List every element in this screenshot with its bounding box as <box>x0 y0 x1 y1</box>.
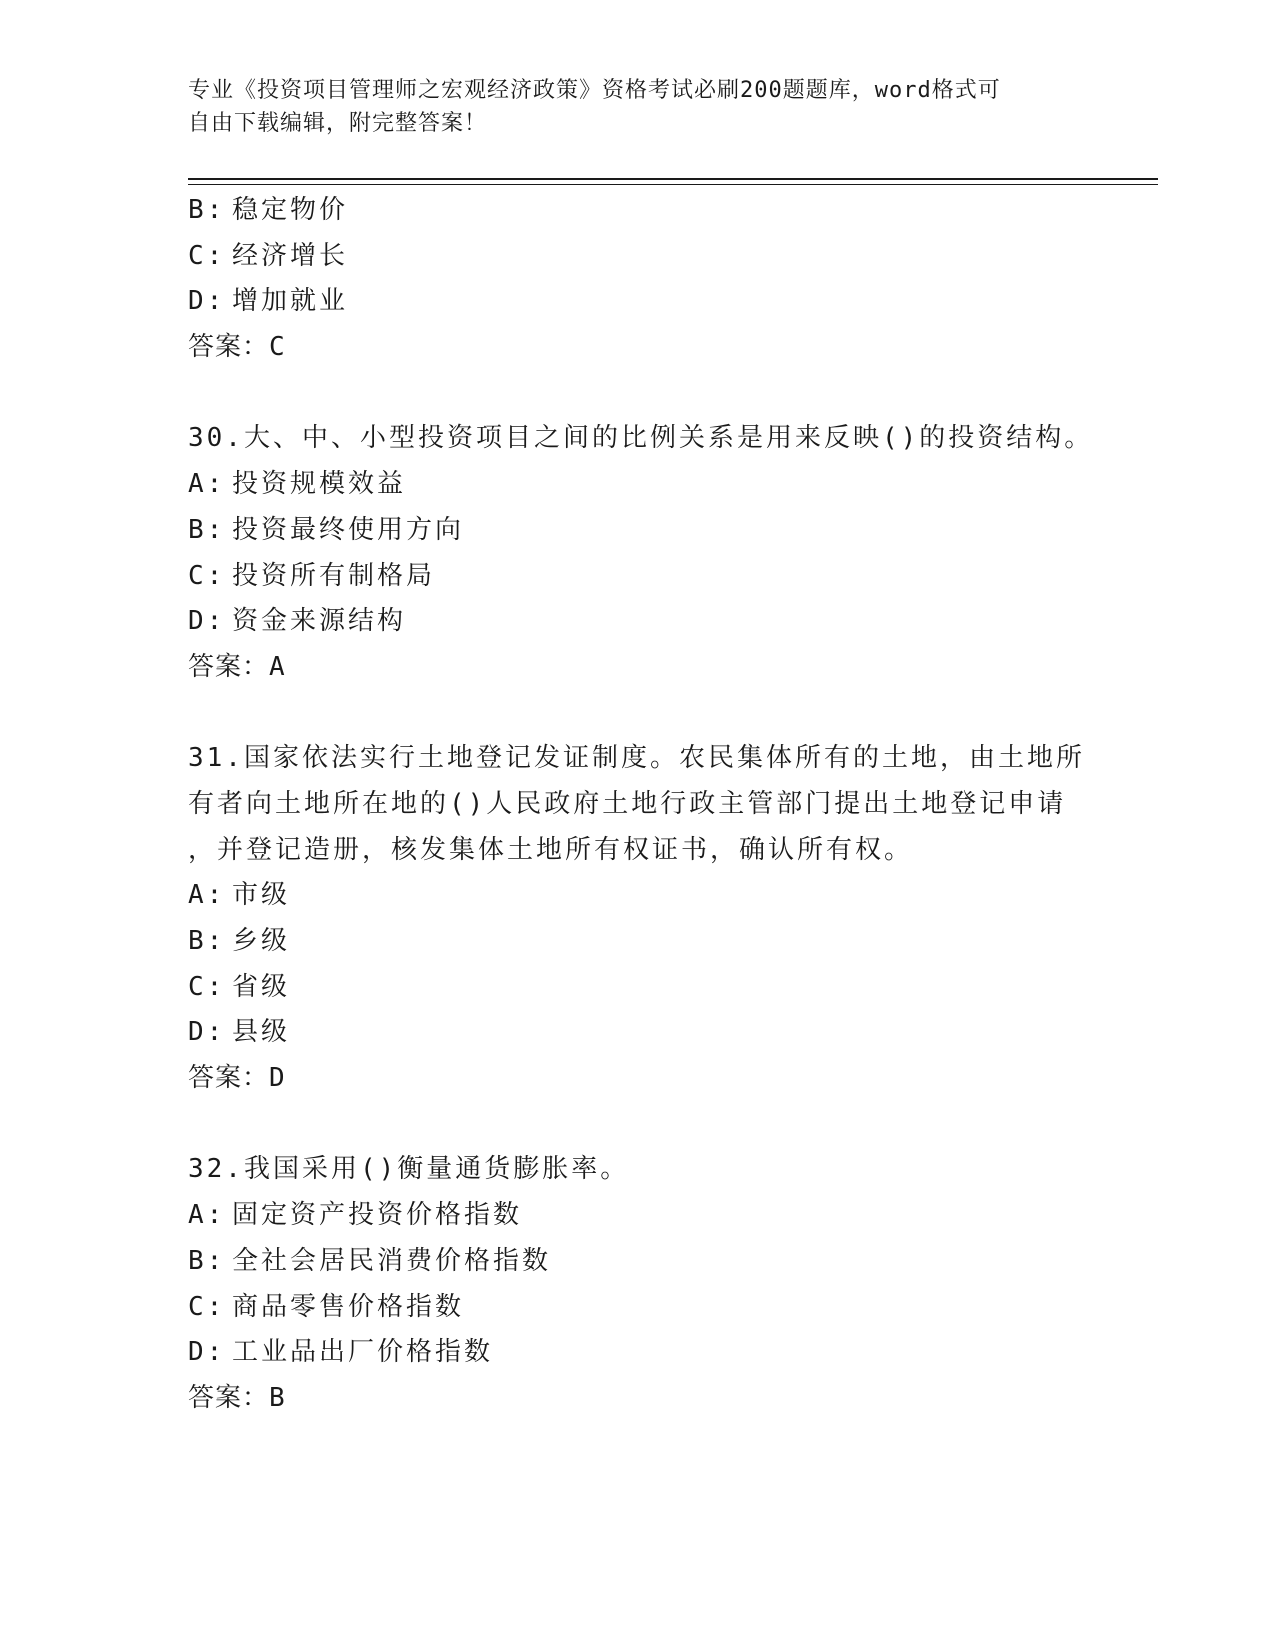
option-d <box>188 599 1088 645</box>
question-block-partial <box>188 188 1088 371</box>
option-key: C: <box>188 971 226 1002</box>
option-key: D: <box>188 1337 226 1368</box>
option-key: C: <box>188 1291 226 1322</box>
option-d <box>188 1330 1088 1376</box>
answer-value: C <box>269 332 288 363</box>
option-text: 经济增长 <box>232 240 349 271</box>
question-block-30 <box>188 416 1094 690</box>
option-b <box>188 919 1088 965</box>
option-text: 乡级 <box>232 926 291 956</box>
question-list <box>188 188 1094 1467</box>
answer-value: B <box>269 1382 288 1413</box>
option-key: B: <box>188 514 226 545</box>
option-c <box>188 965 1088 1011</box>
answer-line <box>188 645 1088 691</box>
option-text: 固定资产投资价格指数 <box>232 1200 523 1231</box>
answer-label: 答案： <box>188 1382 270 1413</box>
question-block-31 <box>188 736 1088 1102</box>
option-key: B: <box>188 1245 226 1276</box>
option-key: A: <box>188 880 226 911</box>
option-a <box>188 873 1088 919</box>
option-a <box>188 1193 1088 1239</box>
option-text: 资金来源结构 <box>232 606 407 637</box>
question-block-32 <box>188 1147 1088 1421</box>
answer-label: 答案： <box>188 1063 270 1094</box>
option-key: C: <box>188 240 226 271</box>
option-key: D: <box>188 1017 226 1048</box>
question-text: 有者向土地所在地的()人民政府土地行政主管部门提出土地登记申请 <box>188 788 1067 819</box>
option-text: 稳定物价 <box>232 195 349 225</box>
option-d <box>188 1010 1088 1056</box>
option-b <box>188 508 1088 554</box>
header-rule-thin <box>188 184 1158 185</box>
option-text: 市级 <box>232 880 291 911</box>
option-key: A: <box>188 1200 226 1231</box>
question-text: 30.大、中、小型投资项目之间的比例关系是用来反映()的投资结构。 <box>188 423 1094 454</box>
header-rule-thick <box>188 178 1158 180</box>
option-text: 投资所有制格局 <box>232 560 436 591</box>
option-text: 投资最终使用方向 <box>232 514 465 545</box>
option-c <box>188 234 1088 280</box>
option-a <box>188 462 1088 508</box>
option-d <box>188 279 1088 325</box>
option-text: 投资规模效益 <box>232 469 407 500</box>
answer-label: 答案： <box>188 651 270 682</box>
option-b <box>188 1239 1088 1285</box>
option-text: 增加就业 <box>232 286 349 317</box>
question-text: 31.国家依法实行土地登记发证制度。农民集体所有的土地，由土地所 <box>188 743 1085 774</box>
option-key: C: <box>188 560 226 591</box>
header-line-1: 专业《投资项目管理师之宏观经济政策》资格考试必刷200题题库，word格式可 <box>188 78 1001 103</box>
option-c <box>188 554 1088 600</box>
option-key: A: <box>188 469 226 500</box>
answer-line <box>188 1056 1088 1102</box>
option-key: B: <box>188 195 226 225</box>
answer-value: A <box>269 651 288 682</box>
option-key: D: <box>188 286 226 317</box>
question-text: 32.我国采用()衡量通货膨胀率。 <box>188 1154 630 1185</box>
option-text: 省级 <box>232 971 291 1002</box>
option-text: 商品零售价格指数 <box>232 1291 465 1322</box>
option-c <box>188 1285 1088 1331</box>
answer-label: 答案： <box>188 332 270 363</box>
answer-line <box>188 325 1088 371</box>
option-key: B: <box>188 926 226 956</box>
option-text: 工业品出厂价格指数 <box>232 1337 494 1368</box>
document-header <box>188 74 1088 140</box>
question-text: ，并登记造册，核发集体土地所有权证书，确认所有权。 <box>188 834 914 865</box>
option-text: 县级 <box>232 1017 291 1048</box>
option-b <box>188 188 1088 234</box>
option-key: D: <box>188 606 226 637</box>
header-line-2: 自由下载编辑，附完整答案！ <box>188 111 488 136</box>
answer-value: D <box>269 1063 288 1094</box>
option-text: 全社会居民消费价格指数 <box>232 1245 552 1276</box>
answer-line <box>188 1376 1088 1422</box>
